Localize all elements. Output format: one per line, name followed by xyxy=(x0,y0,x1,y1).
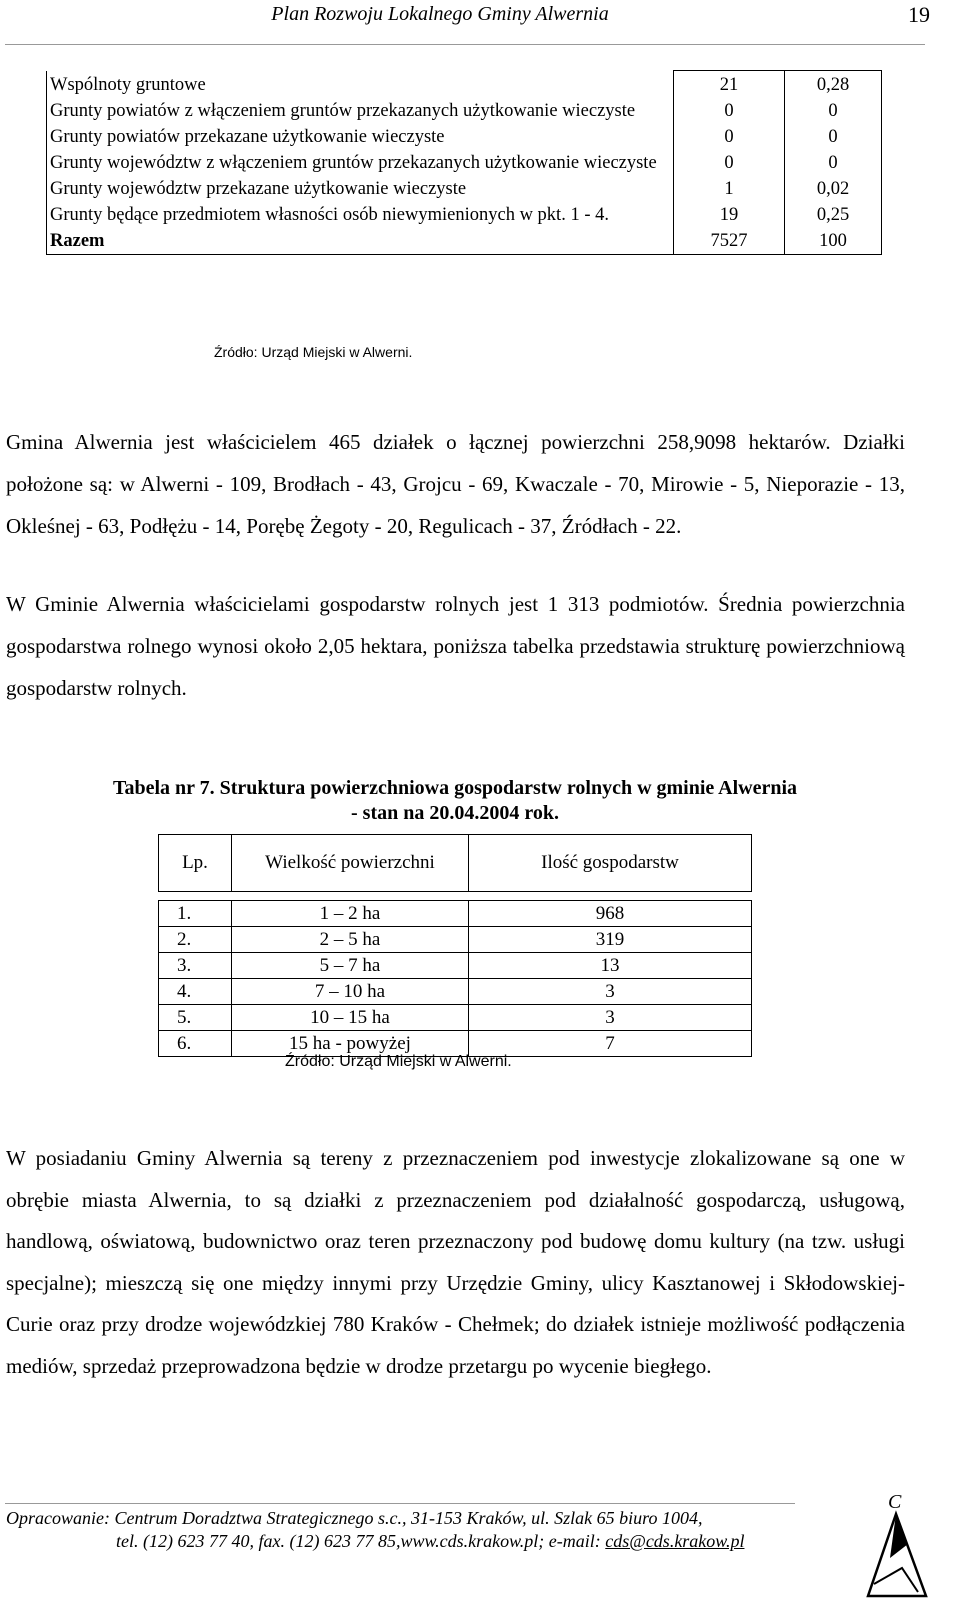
row-farm-count: 7 xyxy=(469,1031,752,1057)
footer-contact-text: tel. (12) 623 77 40, fax. (12) 623 77 85,www.cds.krakow.pl; e-mail: xyxy=(116,1531,606,1551)
row-size: 2 – 5 ha xyxy=(232,927,469,953)
table-row xyxy=(47,202,882,227)
row-label: Wspólnoty gruntowe xyxy=(47,71,674,99)
row-farm-count: 968 xyxy=(469,901,752,927)
row-percent: 0,28 xyxy=(785,71,882,99)
page-number: 19 xyxy=(908,2,930,27)
row-count: 0 xyxy=(674,98,785,123)
header-divider xyxy=(5,44,925,45)
table-row xyxy=(159,953,752,979)
row-count: 0 xyxy=(674,123,785,150)
caption-line-1: Tabela nr 7. Struktura powierzchniowa gospodarstw rolnych w gminie Alwernia xyxy=(112,777,798,799)
table-row xyxy=(159,901,752,927)
row-farm-count: 3 xyxy=(469,1005,752,1031)
footer-divider xyxy=(5,1503,795,1504)
page-header-title: Plan Rozwoju Lokalnego Gminy Alwernia xyxy=(271,3,609,25)
row-percent: 0 xyxy=(785,98,882,123)
row-percent: 0,25 xyxy=(785,202,882,227)
row-percent: 0 xyxy=(785,150,882,175)
row-label: Grunty województw z włączeniem gruntów przekazanych użytkowanie wieczyste xyxy=(47,150,674,175)
row-number: 3. xyxy=(159,953,232,979)
row-number: 6. xyxy=(159,1031,232,1057)
row-label: Grunty powiatów przekazane użytkowanie wieczyste xyxy=(47,123,674,150)
paragraph-investment-land: W posiadaniu Gminy Alwernia są tereny z przeznaczeniem pod inwestycje zlokalizowane są one w obrębie miasta Alwernia, to są działki z przeznaczeniem pod działalność gospodarczą, usługową, handlową, oświatową, budownictwo oraz teren przeznaczony pod budowę domu kultury (na tzw. usługi specjalne); mieszczą się one między innymi przy Urzędzie Gminy, ulicy Kasztanowej i Skłodowskiej-Curie oraz przy drodze wojewódzkiej 780 Kraków - Chełmek; do działek istnieje możliwość podłączenia mediów, sprzedaż przeprowadzona będzie w drodze przetargu po wycenie biegłego. xyxy=(6,1146,905,1378)
table-row xyxy=(47,71,882,99)
column-header-count: Ilość gospodarstw xyxy=(469,835,752,892)
row-size: 5 – 7 ha xyxy=(232,953,469,979)
farm-table-caption xyxy=(60,776,850,826)
row-percent: 0 xyxy=(785,123,882,150)
ownership-table-source: Źródło: Urząd Miejski w Alwerni. xyxy=(214,344,413,360)
total-count: 7527 xyxy=(674,227,785,255)
row-label: Grunty będące przedmiotem własności osób niewymienionych w pkt. 1 - 4. xyxy=(47,202,674,227)
table-row xyxy=(47,150,882,175)
column-header-lp: Lp. xyxy=(159,835,232,892)
row-size: 15 ha - powyżej xyxy=(232,1031,469,1057)
row-percent: 0,02 xyxy=(785,175,882,202)
row-number: 4. xyxy=(159,979,232,1005)
row-size: 7 – 10 ha xyxy=(232,979,469,1005)
total-percent: 100 xyxy=(785,227,882,255)
footer-contact xyxy=(116,1530,836,1552)
table-row xyxy=(47,175,882,202)
logo-letter: C xyxy=(888,1491,902,1513)
row-count: 0 xyxy=(674,150,785,175)
row-label: Grunty powiatów z włączeniem gruntów przekazanych użytkowanie wieczyste xyxy=(47,98,674,123)
row-count: 19 xyxy=(674,202,785,227)
row-farm-count: 319 xyxy=(469,927,752,953)
footer-email-link[interactable]: cds@cds.krakow.pl xyxy=(605,1531,745,1551)
table-row xyxy=(159,927,752,953)
row-number: 5. xyxy=(159,1005,232,1031)
column-header-size: Wielkość powierzchni xyxy=(232,835,469,892)
table-row xyxy=(47,98,882,123)
row-number: 2. xyxy=(159,927,232,953)
total-label: Razem xyxy=(50,231,105,251)
row-size: 1 – 2 ha xyxy=(232,901,469,927)
row-count: 21 xyxy=(674,71,785,99)
table-row xyxy=(159,979,752,1005)
table-row xyxy=(47,123,882,150)
table-header-row xyxy=(159,835,752,892)
paragraph-plots: Gmina Alwernia jest właścicielem 465 działek o łącznej powierzchni 258,9098 hektarów. Działki położone są: w Alwerni - 109, Brodłach - 43, Grojcu - 69, Kwaczale - 70, Mirowie - 5, Nieporazie - 13, Okleśnej - 63, Podłężu - 14, Porębę Żegoty - 20, Regulicach - 37, Źródłach - 22. xyxy=(6,430,905,538)
farm-structure-table xyxy=(158,834,752,1057)
row-farm-count: 13 xyxy=(469,953,752,979)
row-label: Grunty województw przekazane użytkowanie wieczyste xyxy=(47,175,674,202)
row-size: 10 – 15 ha xyxy=(232,1005,469,1031)
farm-table-source: Źródło: Urząd Miejski w Alwerni. xyxy=(285,1053,512,1070)
cds-logo xyxy=(862,1488,932,1604)
table-row xyxy=(159,1005,752,1031)
caption-line-2: - stan na 20.04.2004 rok. xyxy=(351,802,559,824)
ownership-table xyxy=(46,70,882,255)
row-count: 1 xyxy=(674,175,785,202)
row-number: 1. xyxy=(159,901,232,927)
row-farm-count: 3 xyxy=(469,979,752,1005)
footer-address: Opracowanie: Centrum Doradztwa Strategicznego s.c., 31-153 Kraków, ul. Szlak 65 biuro 1004, xyxy=(6,1508,703,1528)
paragraph-farms: W Gminie Alwernia właścicielami gospodarstw rolnych jest 1 313 podmiotów. Średnia powierzchnia gospodarstwa rolnego wynosi około 2,05 hektara, poniższa tabelka przedstawia strukturę powierzchniową gospodarstw rolnych. xyxy=(6,592,905,700)
total-row xyxy=(47,227,882,255)
